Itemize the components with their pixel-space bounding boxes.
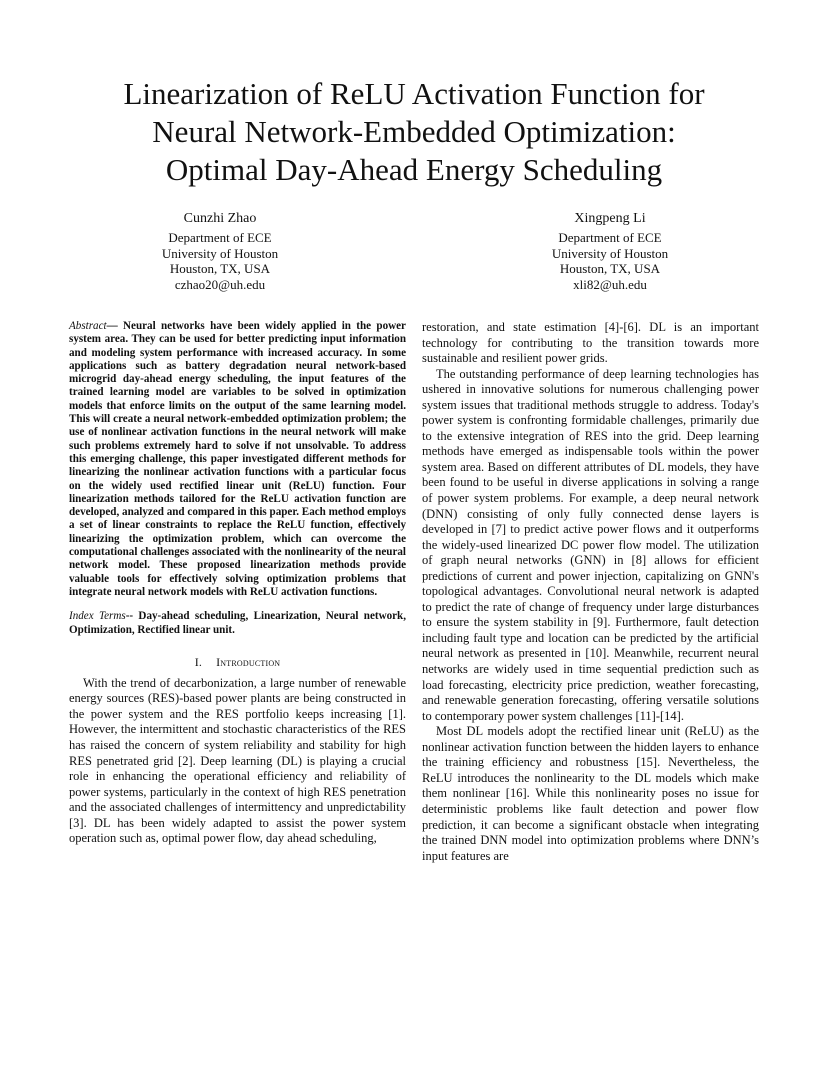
author-block (150, 210, 290, 292)
body-paragraph: With the trend of decarbonization, a large number of renewable energy sources (RES)-based power plants are being constructed in the power system and the RES portfolio keeps increasing [1]. However, the intermittent and stochastic characteristics of the RES has raised the concern of system reliability and stability for high RES penetrated grid [2]. Deep learning (DL) is playing a crucial role in enhancing the operational efficiency and reliability of power systems, particularly in the context of high RES penetration and the associated challenges of intermittency and unpredictability [3]. DL has been widely adapted to assist the power system operation such as, optimal power flow, day ahead scheduling, (69, 675, 406, 846)
author-department: Department of ECE (168, 230, 272, 245)
index-terms (69, 610, 406, 637)
section-heading (69, 655, 406, 670)
author-name: Cunzhi Zhao (183, 211, 257, 226)
abstract-text: — Neural networks have been widely applied in the power system area. They can be used for better predicting input information and modeling system performance with increased accuracy. In some applications such as battery degradation neural network-based microgrid day-ahead energy scheduling, the input features of the trained learning model are variables to be solved in optimization models that enforce limits on the output of the same learning model. This will create a neural network-embedded optimization problem; the use of nonlinear activation functions in the neural network will make such problems extremely hard to solve if not unsolvable. To address this emerging challenge, this paper investigated different methods for linearizing the nonlinear activation functions with a particular focus on the widely used rectified linear unit (ReLU) function. Four linearization methods tailored for the ReLU activation function are developed, analyzed and compared in this paper. Each method employs a set of linear constraints to replace the ReLU function, effectively linearizing the optimization problem, which can overcome the computational challenges associated with the nonlinearity of the neural network model. These proposed linearization methods provide valuable tools for effectively solving optimization problems that integrate neural network models with ReLU activation functions. (69, 320, 406, 598)
title-line: Neural Network-Embedded Optimization: (152, 114, 676, 149)
author-university: University of Houston (551, 245, 669, 261)
abstract-label: Abstract (69, 320, 107, 332)
body-paragraph: Most DL models adopt the rectified linear unit (ReLU) as the nonlinear activation function between the hidden layers to enhance the training efficiency and robustness [15]. Nevertheless, the ReLU introduces the nonlinearity to the DL models which make them nonlinear [16]. While this nonlinearity poses no issue for deterministic problems like fault detection and power flow prediction, it can become a significant obstacle when integrating the trained DNN model into optimization problems where DNN’s input features are (422, 724, 759, 863)
right-column (422, 320, 759, 864)
paper-title (40, 75, 788, 189)
left-column (69, 320, 406, 847)
section-title: Introduction (216, 654, 281, 669)
author-university: University of Houston (161, 245, 279, 261)
author-block (540, 210, 680, 292)
author-location: Houston, TX, USA (559, 261, 661, 276)
author-location: Houston, TX, USA (169, 261, 271, 276)
author-department: Department of ECE (558, 230, 662, 245)
body-paragraph-continued: restoration, and state estimation [4]-[6]. DL is an important technology for contributing to the transition towards more sustainable and resilient power grids. (422, 320, 759, 366)
author-name: Xingpeng Li (574, 211, 646, 226)
author-email: xli82@uh.edu (573, 276, 647, 292)
title-line: Optimal Day-Ahead Energy Scheduling (165, 152, 663, 187)
body-paragraph: The outstanding performance of deep learning technologies has ushered in innovative solutions for numerous challenging power system issues that traditional methods struggle to address. Today's power system is confronting formidable challenges, primarily due to the extensive integration of RES into the grid. Deep learning methods have emerged as indispensable tools within the power system area. Based on different attributes of DL models, they have been found to be useful in diverse applications in solving a range of power system problems. For example, a deep neural network (DNN) consisting of only fully connected dense layers is developed in [7] to predict active power flows and it outperforms the widely-used linearized DC power flow model. The utilization of graph neural networks (GNN) in [8] allows for efficient predictions of current and power injection, capitalizing on GNN's topological advantages. Convolutional neural network is adapted to predict the rate of change of frequency under large disturbances to ensure the system stability in [9]. Furthermore, fault detection including fault type and location can be predicted by the artificial neural network as presented in [10]. Meanwhile, recurrent neural networks are widely used in time sequential prediction such as load forecasting, electricity price prediction, weather forecasting, and renewable generation forecasting, offering versatile solutions to contemporary power system challenges [11]-[14]. (422, 366, 759, 723)
author-email: czhao20@uh.edu (174, 276, 266, 292)
section-number: I. (194, 654, 203, 669)
abstract (69, 320, 406, 599)
index-terms-text: -- Day-ahead scheduling, Linearization, Neural network, Optimization, Rectified linear unit. (69, 610, 406, 636)
title-line: Linearization of ReLU Activation Function for (123, 76, 705, 111)
index-terms-label: Index Terms (69, 610, 126, 623)
